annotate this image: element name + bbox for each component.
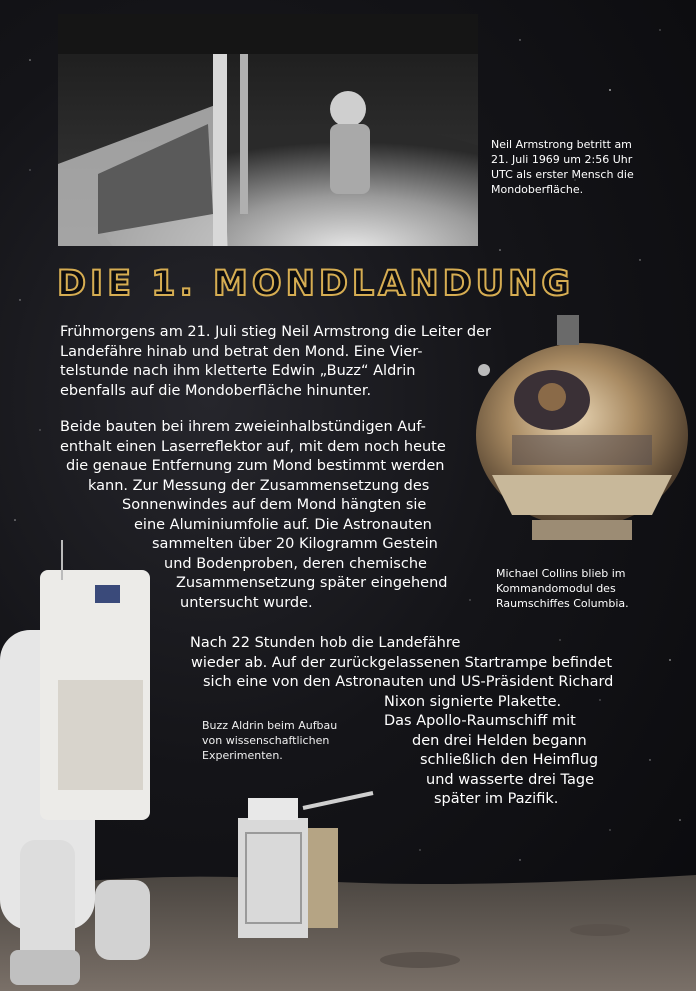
text-line: kann. Zur Messung der Zusammensetzung des xyxy=(88,477,430,494)
paragraph-return xyxy=(0,634,640,810)
text-line: untersucht wurde. xyxy=(180,594,313,611)
paragraph-experiments xyxy=(0,418,480,613)
caption-line: Mondoberfläche. xyxy=(491,183,584,196)
page-title: DIE 1. MONDLANDUNG xyxy=(57,264,575,304)
text-line: Landefähre hinab und betrat den Mond. Eine Vier- xyxy=(60,343,423,360)
text-line: eine Aluminiumfolie auf. Die Astronauten xyxy=(134,516,432,533)
text-line: telstunde nach ihm kletterte Edwin „Buzz“ Aldrin xyxy=(60,363,416,379)
collins-caption xyxy=(496,566,696,611)
caption-line: 21. Juli 1969 um 2:56 Uhr xyxy=(491,153,633,166)
experiment-package-photo xyxy=(228,788,378,948)
text-line: den drei Helden begann xyxy=(412,732,587,749)
text-line: Beide bauten bei ihrem zweieinhalbstündigen Auf- xyxy=(60,419,426,435)
text-line: Sonnenwindes auf dem Mond hängten sie xyxy=(122,497,427,513)
text-line: wieder ab. Auf der zurückgelassenen Startrampe befindet xyxy=(191,654,613,671)
text-line: Nixon signierte Plakette. xyxy=(384,693,562,710)
caption-line: Neil Armstrong betritt am xyxy=(491,138,632,151)
text-line: Das Apollo-Raumschiff mit xyxy=(384,713,576,729)
text-line: schließlich den Heimflug xyxy=(420,752,599,768)
text-line: die genaue Entfernung zum Mond bestimmt werden xyxy=(66,458,445,474)
caption-line: Raumschiffes Columbia. xyxy=(496,597,629,610)
caption-line: Kommandomodul des xyxy=(496,582,616,595)
armstrong-photo xyxy=(58,14,478,246)
caption-line: Experimenten. xyxy=(202,749,283,762)
text-line: Nach 22 Stunden hob die Landefähre xyxy=(190,635,461,651)
paragraph-intro xyxy=(60,323,491,401)
text-line: Zusammensetzung später eingehend xyxy=(176,575,448,591)
text-line: sammelten über 20 Kilogramm Gestein xyxy=(152,536,438,552)
text-line: enthalt einen Laserreflektor auf, mit dem noch heute xyxy=(60,438,446,455)
text-line: Frühmorgens am 21. Juli stieg Neil Armstrong die Leiter der xyxy=(60,324,491,340)
text-line: und Bodenproben, deren chemische xyxy=(164,555,427,572)
caption-line: Buzz Aldrin beim Aufbau xyxy=(202,719,338,732)
armstrong-caption xyxy=(491,137,691,197)
text-line: ebenfalls auf die Mondoberfläche hinunter. xyxy=(60,382,372,399)
text-line: später im Pazifik. xyxy=(434,791,559,807)
text-line: sich eine von den Astronauten und US-Präsident Richard xyxy=(203,674,614,690)
command-module-photo xyxy=(472,315,690,565)
text-line: und wasserte drei Tage xyxy=(426,771,595,788)
caption-line: von wissenschaftlichen xyxy=(202,734,330,747)
caption-line: UTC als erster Mensch die xyxy=(491,168,634,181)
caption-line: Michael Collins blieb im xyxy=(496,567,626,580)
